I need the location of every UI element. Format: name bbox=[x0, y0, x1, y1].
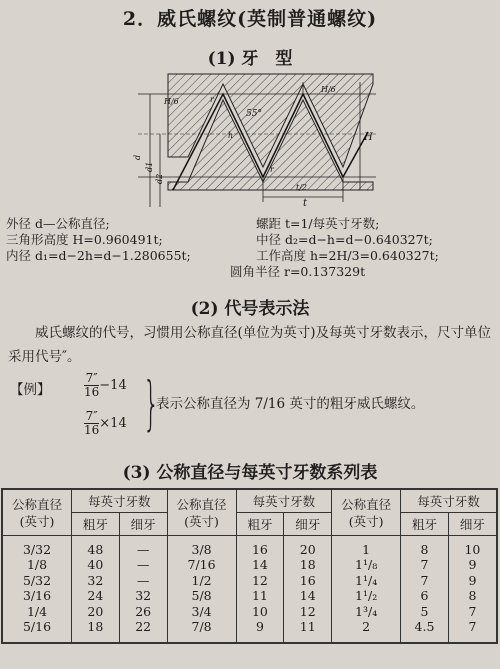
table-cell: 40 bbox=[87, 557, 104, 573]
label-h: h bbox=[228, 131, 234, 140]
table-cell: 12 bbox=[251, 572, 268, 588]
col-coarse bbox=[236, 536, 284, 644]
example-line-2: $\frac{7''}{16}$ ×14 bbox=[84, 409, 127, 437]
header-coarse: 粗牙 bbox=[72, 513, 120, 536]
definitions-left bbox=[6, 216, 191, 264]
example-description: 表示公称直径为 7/16 英寸的粗牙威氏螺纹。 bbox=[156, 396, 425, 412]
table-cell: — bbox=[136, 542, 150, 557]
table-cell: 11 bbox=[251, 588, 268, 604]
table-cell: 7 bbox=[468, 603, 477, 619]
table-cell: 14 bbox=[299, 588, 316, 604]
table-cell: 1/2 bbox=[191, 572, 212, 588]
header-tpi: 每英寸牙数 bbox=[401, 489, 497, 513]
table-cell: 1¹/₈ bbox=[355, 557, 378, 573]
thread-profile-diagram bbox=[128, 72, 378, 210]
col-fine bbox=[119, 536, 167, 644]
table-cell: 10 bbox=[251, 603, 268, 619]
table-cell: 3/8 bbox=[191, 542, 212, 557]
header-tpi: 每英寸牙数 bbox=[236, 489, 332, 513]
table-cell: 6 bbox=[420, 588, 429, 604]
table-cell: 7 bbox=[420, 557, 429, 573]
table-cell: 4.5 bbox=[414, 619, 435, 635]
header-tpi: 每英寸牙数 bbox=[72, 489, 168, 513]
label-H6-top: H/6 bbox=[321, 85, 336, 94]
table-cell: 1¹/₂ bbox=[355, 588, 378, 604]
table-cell: 32 bbox=[87, 572, 104, 588]
table-cell: 20 bbox=[87, 603, 104, 619]
col-coarse bbox=[401, 536, 449, 644]
col-coarse bbox=[72, 536, 120, 644]
table-cell: 3/4 bbox=[191, 603, 212, 619]
label-H: H bbox=[364, 132, 373, 143]
table-cell: 10 bbox=[464, 542, 481, 557]
label-H6-bottom: H/6 bbox=[164, 97, 179, 106]
table-cell: 7 bbox=[420, 572, 429, 588]
label-pitch: t bbox=[303, 198, 308, 209]
right-brace-icon: } bbox=[143, 369, 160, 437]
table-cell: 9 bbox=[468, 572, 477, 588]
header-fine: 细牙 bbox=[284, 513, 332, 536]
section-heading-thread-form: (1) 牙 型 bbox=[207, 49, 293, 69]
label-r-top: r bbox=[210, 95, 214, 104]
table-cell: 16 bbox=[251, 542, 268, 557]
definitions-right bbox=[256, 216, 439, 264]
section-heading-series-table: (3) 公称直径与每英寸牙数系列表 bbox=[122, 463, 378, 483]
table-cell: 1¹/₄ bbox=[355, 572, 378, 588]
table-cell: 14 bbox=[251, 557, 268, 573]
table-cell: 18 bbox=[87, 619, 104, 635]
def-triangle-height: 三角形高度 H=0.960491t; bbox=[6, 232, 163, 247]
table-cell: 9 bbox=[255, 619, 264, 635]
example-label: 【例】 bbox=[10, 382, 51, 398]
def-pitch: 螺距 t=1/每英寸牙数; bbox=[256, 216, 380, 231]
header-coarse: 粗牙 bbox=[236, 513, 284, 536]
header-diameter: 公称直径 (英寸) bbox=[2, 489, 72, 536]
table-cell: 24 bbox=[87, 588, 104, 604]
page-title: 2．威氏螺纹(英制普通螺纹) bbox=[122, 8, 378, 30]
table-cell: 7 bbox=[468, 619, 477, 635]
header-fine: 细牙 bbox=[448, 513, 497, 536]
table-cell: 5/16 bbox=[22, 619, 52, 635]
header-fine: 细牙 bbox=[119, 513, 167, 536]
label-angle: 55° bbox=[246, 109, 262, 119]
fraction-1: $\frac{7''}{16}$ bbox=[84, 371, 100, 399]
label-d: d bbox=[133, 154, 142, 160]
table-cell: 8 bbox=[468, 588, 477, 604]
designation-paragraph: 威氏螺纹的代号，习惯用公称直径(单位为英寸)及每英寸牙数表示，尺寸单位采用代号″。 bbox=[8, 325, 492, 365]
label-d1: d1 bbox=[145, 161, 154, 172]
col-diameter bbox=[332, 536, 401, 644]
col-fine bbox=[448, 536, 497, 644]
example-line-1: $\frac{7''}{16}$ −14 bbox=[84, 371, 127, 399]
def-inner-diameter: 内径 d₁=d−2h=d−1.280655t; bbox=[6, 248, 191, 263]
col-fine bbox=[284, 536, 332, 644]
def-working-height: 工作高度 h=2H/3=0.640327t; bbox=[256, 248, 439, 263]
label-half-pitch: t/2 bbox=[296, 183, 307, 192]
table-cell: 18 bbox=[299, 557, 316, 573]
table-cell: 5/32 bbox=[22, 572, 52, 588]
header-coarse: 粗牙 bbox=[401, 513, 449, 536]
table-cell: 7/16 bbox=[187, 557, 216, 573]
table-cell: 9 bbox=[468, 557, 477, 573]
label-d2: d2 bbox=[155, 173, 164, 184]
table-cell: — bbox=[136, 557, 150, 573]
table-cell: 8 bbox=[420, 542, 429, 557]
def-outer-diameter: 外径 d—公称直径; bbox=[6, 216, 110, 231]
table-cell: 7/8 bbox=[191, 619, 212, 635]
table-cell: 1³/₄ bbox=[355, 603, 378, 619]
table-cell: 16 bbox=[299, 572, 316, 588]
table-cell: 5 bbox=[420, 603, 429, 619]
table-cell: 1 bbox=[362, 542, 371, 557]
table-cell: 5/8 bbox=[191, 588, 212, 604]
label-r-bottom: r bbox=[270, 165, 274, 174]
section-heading-designation: (2) 代号表示法 bbox=[190, 299, 310, 319]
table-cell: 11 bbox=[299, 619, 316, 635]
table-cell: 1/8 bbox=[26, 557, 48, 573]
table-cell: 32 bbox=[135, 588, 152, 604]
table-cell: 1/4 bbox=[26, 603, 48, 619]
table-cell: 48 bbox=[87, 542, 104, 557]
col-diameter bbox=[167, 536, 236, 644]
def-pitch-diameter: 中径 d₂=d−h=d−0.640327t; bbox=[256, 232, 433, 247]
fraction-2: $\frac{7''}{16}$ bbox=[84, 409, 100, 437]
table-cell: 12 bbox=[299, 603, 316, 619]
table-cell: 3/32 bbox=[22, 542, 52, 557]
table-cell: 3/16 bbox=[22, 588, 52, 604]
col-diameter bbox=[2, 536, 72, 644]
header-diameter: 公称直径 (英寸) bbox=[332, 489, 401, 536]
header-diameter: 公称直径 (英寸) bbox=[167, 489, 236, 536]
table-cell: 2 bbox=[362, 619, 371, 635]
table-cell: 20 bbox=[299, 542, 316, 557]
table-cell: 22 bbox=[135, 619, 152, 635]
table-cell: 26 bbox=[135, 603, 152, 619]
table-cell: — bbox=[136, 572, 150, 588]
def-root-radius: 圆角半径 r=0.137329t bbox=[230, 264, 366, 279]
series-table bbox=[1, 488, 498, 644]
